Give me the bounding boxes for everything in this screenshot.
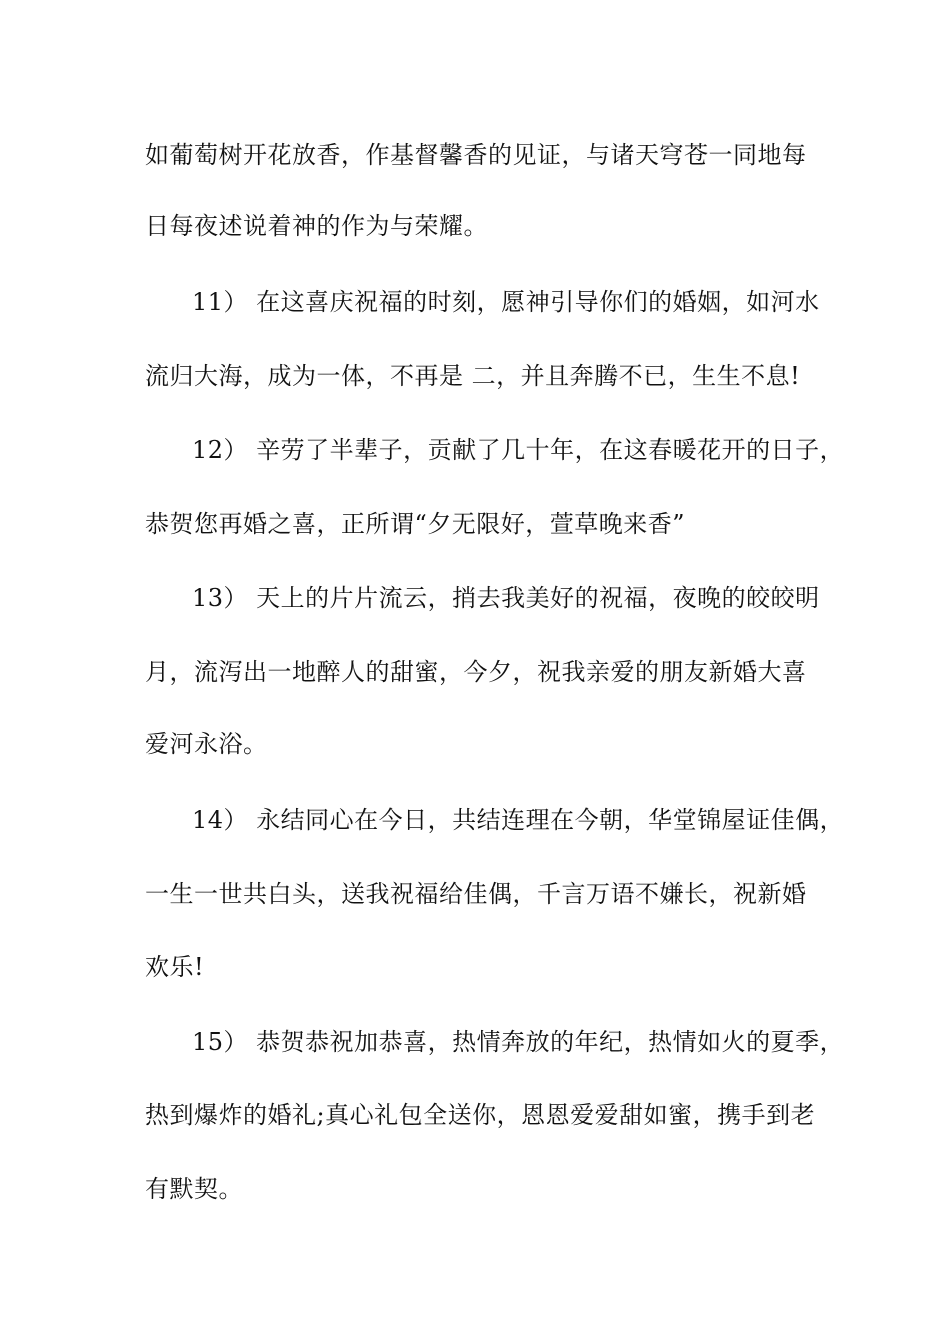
paragraph-11-line-2: 流归大海，成为一体，不再是 二，并且奔腾不已，生生不息! bbox=[145, 362, 801, 390]
paragraph-15-line-1: 15） 恭贺恭祝加恭喜，热情奔放的年纪，热情如火的夏季， bbox=[192, 1028, 845, 1056]
paragraph-15-line-2: 热到爆炸的婚礼;真心礼包全送你，恩恩爱爱甜如蜜，携手到老 bbox=[145, 1101, 816, 1129]
paragraph-10-line-2: 如葡萄树开花放香，作基督馨香的见证，与诸天穹苍一同地每 bbox=[145, 141, 807, 169]
paragraph-11-line-1: 11） 在这喜庆祝福的时刻，愿神引导你们的婚姻，如河水 bbox=[192, 288, 820, 316]
paragraph-13-line-2: 月，流泻出一地醉人的甜蜜，今夕，祝我亲爱的朋友新婚大喜 bbox=[145, 658, 807, 686]
paragraph-14-line-3: 欢乐! bbox=[145, 953, 205, 981]
paragraph-14-line-2: 一生一世共白头，送我祝福给佳偶，千言万语不嫌长，祝新婚 bbox=[145, 880, 807, 908]
paragraph-15-line-3: 有默契。 bbox=[145, 1175, 243, 1203]
paragraph-13-line-3: 爱河永浴。 bbox=[145, 730, 268, 758]
paragraph-13-line-1: 13） 天上的片片流云，捎去我美好的祝福，夜晚的皎皎明 bbox=[192, 584, 820, 612]
paragraph-10-line-3: 日每夜述说着神的作为与荣耀。 bbox=[145, 212, 488, 240]
paragraph-12-line-2: 恭贺您再婚之喜，正所谓“夕无限好，萱草晚来香” bbox=[145, 510, 686, 538]
paragraph-14-line-1: 14） 永结同心在今日，共结连理在今朝，华堂锦屋证佳偶， bbox=[192, 806, 845, 834]
paragraph-12-line-1: 12） 辛劳了半辈子，贡献了几十年，在这春暖花开的日子， bbox=[192, 436, 845, 464]
